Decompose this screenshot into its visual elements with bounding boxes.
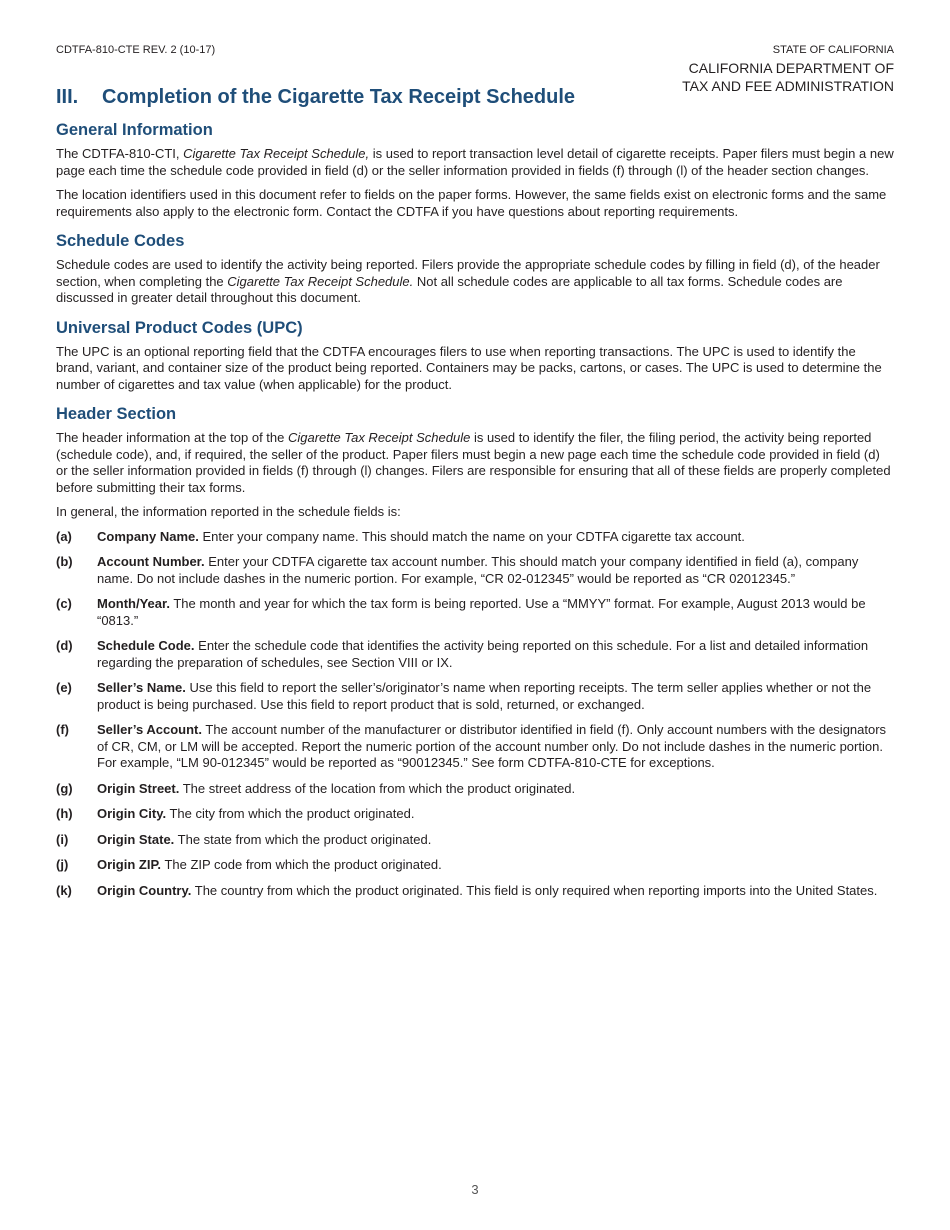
field-item: (i) Origin State. The state from which the product originated. xyxy=(56,831,432,847)
state-label: STATE OF CALIFORNIA xyxy=(772,44,894,56)
general-paragraph-2: The location identifiers used in this document refer to fields on the paper forms. However, the same fields exist on electronic forms and the same requirements also apply to the electronic form. Contact the CDTFA if you have questions about reporting requirements. xyxy=(56,187,887,219)
page-number: 3 xyxy=(471,1182,479,1197)
field-item: (d) Schedule Code. Enter the schedule code that identifies the activity being reported on this schedule. For a list and detailed information regarding the preparation of schedules, see Section VIII or IX. xyxy=(56,638,869,670)
header-section-paragraph-1: The header information at the top of the Cigarette Tax Receipt Schedule is used to identify the filer, the filing period, the activity being reported (schedule code), and, if required, the seller of the product. Paper filers must begin a new page each time the schedule code provided in field (d) or the seller information provided in fields (f) through (l) changes. Filers are responsible for ensuring that all of these fields are properly completed before submitting their tax forms. xyxy=(56,430,891,495)
upc-paragraph: The UPC is an optional reporting field that the CDTFA encourages filers to use when reporting transactions. The UPC is used to identify the brand, variant, and container size of the product being reported. Containers may be packs, cartons, or cases. The UPC is used to determine the number of cigarettes and tax value (when applicable) for the product. xyxy=(56,343,882,392)
field-list xyxy=(56,529,894,900)
header-section-heading: Header Section xyxy=(56,405,177,423)
general-information-heading: General Information xyxy=(56,121,213,139)
section-title-text: Completion of the Cigarette Tax Receipt Schedule xyxy=(102,86,576,108)
field-item: (f) Seller’s Account. The account number of the manufacturer or distributor identified in field (f). Only account numbers with the designators of CR, CM, or LM will be accepted. Report the numeric portion of the account number only. Do not include dashes in the numeric portion. For example, “LM 90-012345” would be reported as “90012345.” See form CDTFA-810-CTE for exceptions. xyxy=(56,722,887,770)
form-revision-id: CDTFA-810-CTE REV. 2 (10-17) xyxy=(56,44,216,56)
field-item: (e) Seller’s Name. Use this field to report the seller’s/originator’s name when reporting receipts. The term seller applies whether or not the product is being purchased. Use this field to report product that is sold, returned, or exchanged. xyxy=(56,680,872,712)
field-item: (a) Company Name. Enter your company name. This should match the name on your CDTFA cigarette tax account. xyxy=(56,528,745,544)
schedule-codes-paragraph: Schedule codes are used to identify the activity being reported. Filers provide the appropriate schedule codes by filling in field (d), of the header section, when completing the Cigarette Tax Receipt Schedule. Not all schedule codes are applicable to all tax forms. Schedule codes are discussed in greater detail throughout this document. xyxy=(56,257,880,305)
department-line-1: CALIFORNIA DEPARTMENT OF xyxy=(688,60,894,76)
document-body xyxy=(56,86,894,908)
department-line-2: TAX AND FEE ADMINISTRATION xyxy=(682,78,894,94)
section-title xyxy=(56,86,894,109)
field-item: (g) Origin Street. The street address of the location from which the product originated. xyxy=(56,780,576,796)
field-item: (h) Origin City. The city from which the product originated. xyxy=(56,806,415,821)
upc-heading: Universal Product Codes (UPC) xyxy=(56,318,303,337)
field-item: (k) Origin Country. The country from which the product originated. This field is only required when reporting imports into the United States. xyxy=(56,882,878,898)
field-item: (c) Month/Year. The month and year for which the tax form is being reported. Use a “MMYY” format. For example, August 2013 would be “0813.” xyxy=(56,596,866,628)
field-item: (j) Origin ZIP. The ZIP code from which the product originated. xyxy=(56,857,442,872)
section-number: III. xyxy=(56,86,79,108)
general-paragraph-1: The CDTFA-810-CTI, Cigarette Tax Receipt Schedule, is used to report transaction level detail of cigarette receipts. Paper filers must begin a new page each time the schedule code provided in field (d) or the seller information provided in fields (f) through (l) of the header section changes. xyxy=(56,146,894,178)
schedule-codes-heading: Schedule Codes xyxy=(56,232,185,250)
field-item: (b) Account Number. Enter your CDTFA cigarette tax account number. This should match your company identified in field (a), company name. Do not include dashes in the numeric portion. For example, “CR 02-012345” would be reported as “CR 02012345.” xyxy=(56,554,859,586)
header-section-paragraph-2: In general, the information reported in the schedule fields is: xyxy=(56,504,401,519)
